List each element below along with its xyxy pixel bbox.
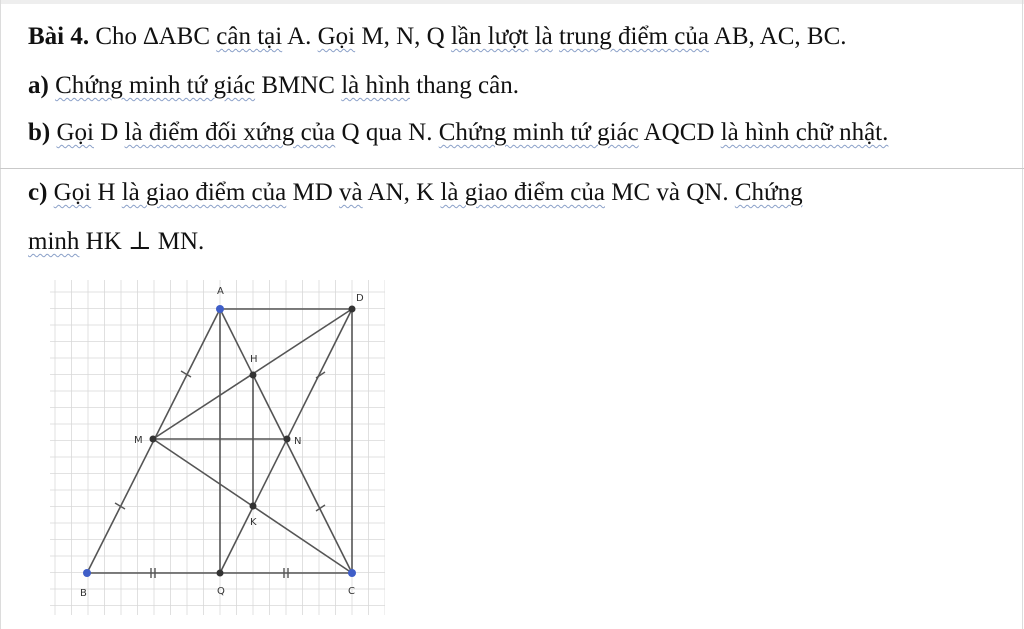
part-a-text: BMNC — [261, 72, 335, 99]
part-c-text: là giao điểm của — [121, 179, 287, 206]
part-c-text: Gọi — [53, 179, 92, 206]
stmt-text: lần lượt — [450, 23, 529, 50]
stmt-text: trung điểm của — [558, 23, 709, 50]
part-c-text: H — [97, 179, 116, 206]
problem-statement — [28, 22, 847, 52]
part-b-text: Chứng minh tứ giác — [438, 119, 639, 146]
part-a-text: là hình — [341, 72, 410, 99]
stmt-text: Gọi — [317, 23, 356, 50]
part-c-text: Chứng — [734, 179, 803, 206]
stmt-text: M, N, Q — [361, 23, 445, 50]
point-Q — [217, 570, 224, 577]
point-N — [284, 436, 291, 443]
label-D: D — [356, 293, 364, 304]
point-K — [250, 503, 257, 510]
part-c-text: minh — [28, 228, 80, 255]
frame-border-left — [0, 0, 1, 629]
stmt-text: AB, AC, BC. — [713, 23, 847, 50]
part-c-text: MD — [292, 179, 333, 206]
part-b-label: b) — [28, 119, 51, 146]
section-divider — [0, 168, 1024, 169]
point-H — [250, 372, 257, 379]
label-C: C — [348, 586, 355, 597]
problem-title: Bài 4. — [28, 23, 90, 50]
label-A: A — [217, 286, 224, 297]
part-b-text: Q qua N. — [341, 119, 433, 146]
stmt-text: cân tại — [216, 23, 283, 50]
part-b — [28, 118, 888, 148]
part-a-text: Chứng minh tứ giác — [55, 72, 256, 99]
part-b-text: D — [100, 119, 119, 146]
part-c-text: MC — [611, 179, 651, 206]
point-C — [348, 569, 356, 577]
label-H: H — [250, 354, 258, 365]
point-D — [349, 306, 356, 313]
geometry-figure — [50, 280, 385, 615]
point-B — [83, 569, 91, 577]
part-c-label: c) — [28, 179, 48, 206]
part-c-text: AN, K — [367, 179, 435, 206]
frame-border-right — [1022, 0, 1023, 629]
part-b-text: là điểm đối xứng của — [124, 119, 336, 146]
part-b-text: Gọi — [56, 119, 94, 146]
part-c-text: và — [339, 179, 363, 206]
part-a — [28, 71, 519, 101]
stmt-text: Cho ∆ABC — [95, 23, 210, 50]
top-bar — [0, 0, 1024, 4]
label-M: M — [134, 435, 143, 446]
part-c-text: và QN. — [656, 179, 729, 206]
point-M — [150, 436, 157, 443]
part-b-text: AQCD — [643, 119, 715, 146]
stmt-text: là — [534, 23, 553, 50]
point-A — [216, 305, 224, 313]
part-c-text: là giao điểm của — [440, 179, 605, 206]
part-b-text: là hình chữ nhật. — [720, 119, 889, 146]
figure-segments — [87, 309, 352, 573]
part-a-text: thang cân. — [416, 72, 519, 99]
label-N: N — [294, 436, 302, 447]
label-K: K — [250, 517, 257, 528]
part-a-label: a) — [28, 72, 49, 99]
figure-grid — [50, 280, 385, 615]
label-Q: Q — [217, 586, 225, 597]
part-c-text: HK ⊥ MN. — [85, 228, 205, 255]
stmt-text: A. — [287, 23, 312, 50]
part-c — [28, 178, 803, 208]
label-B: B — [80, 588, 87, 599]
part-c-continued — [28, 227, 204, 257]
